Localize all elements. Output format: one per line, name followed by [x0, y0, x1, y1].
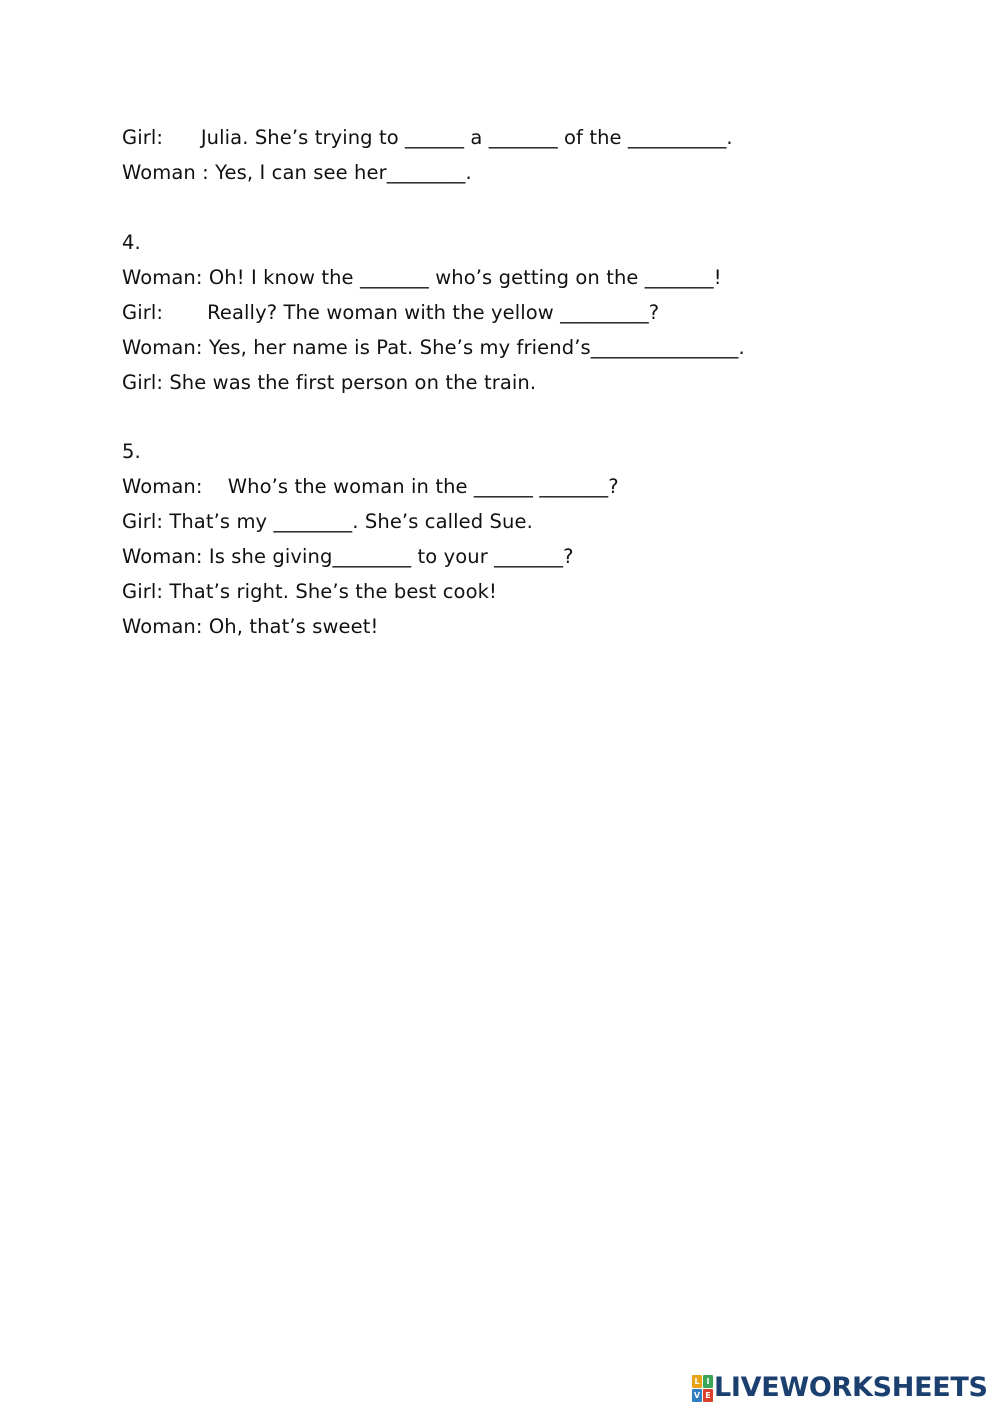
dialogue-5-line-3: Woman: Is she giving________ to your _______? [122, 545, 574, 568]
liveworksheets-logo-icon [692, 1375, 712, 1401]
dialogue-5-number: 5. [122, 440, 141, 463]
logo-mark-l: L [692, 1375, 702, 1388]
dialogue-4-number: 4. [122, 231, 141, 254]
dialogue-3-line-1: Girl: Julia. She’s trying to ______ a _______ of the __________. [122, 126, 733, 149]
liveworksheets-logo-text: LIVEWORKSHEETS [714, 1372, 988, 1403]
logo-mark-e: E [703, 1389, 713, 1402]
dialogue-5-line-2: Girl: That’s my ________. She’s called Sue. [122, 510, 533, 533]
liveworksheets-logo [692, 1372, 988, 1404]
dialogue-4-line-2: Girl: Really? The woman with the yellow _________? [122, 301, 660, 324]
logo-mark-i: I [703, 1375, 713, 1388]
dialogue-5-line-1: Woman: Who’s the woman in the ______ _______? [122, 475, 619, 498]
dialogue-5-line-4: Girl: That’s right. She’s the best cook! [122, 580, 497, 603]
dialogue-4-line-1: Woman: Oh! I know the _______ who’s getting on the _______! [122, 266, 722, 289]
dialogue-5-line-5: Woman: Oh, that’s sweet! [122, 615, 379, 638]
logo-mark-v: V [693, 1391, 701, 1400]
dialogue-3-line-2: Woman : Yes, I can see her________. [122, 161, 472, 184]
dialogue-4-line-3: Woman: Yes, her name is Pat. She’s my friend’s_______________. [122, 336, 745, 359]
dialogue-4-line-4: Girl: She was the first person on the train. [122, 371, 537, 394]
